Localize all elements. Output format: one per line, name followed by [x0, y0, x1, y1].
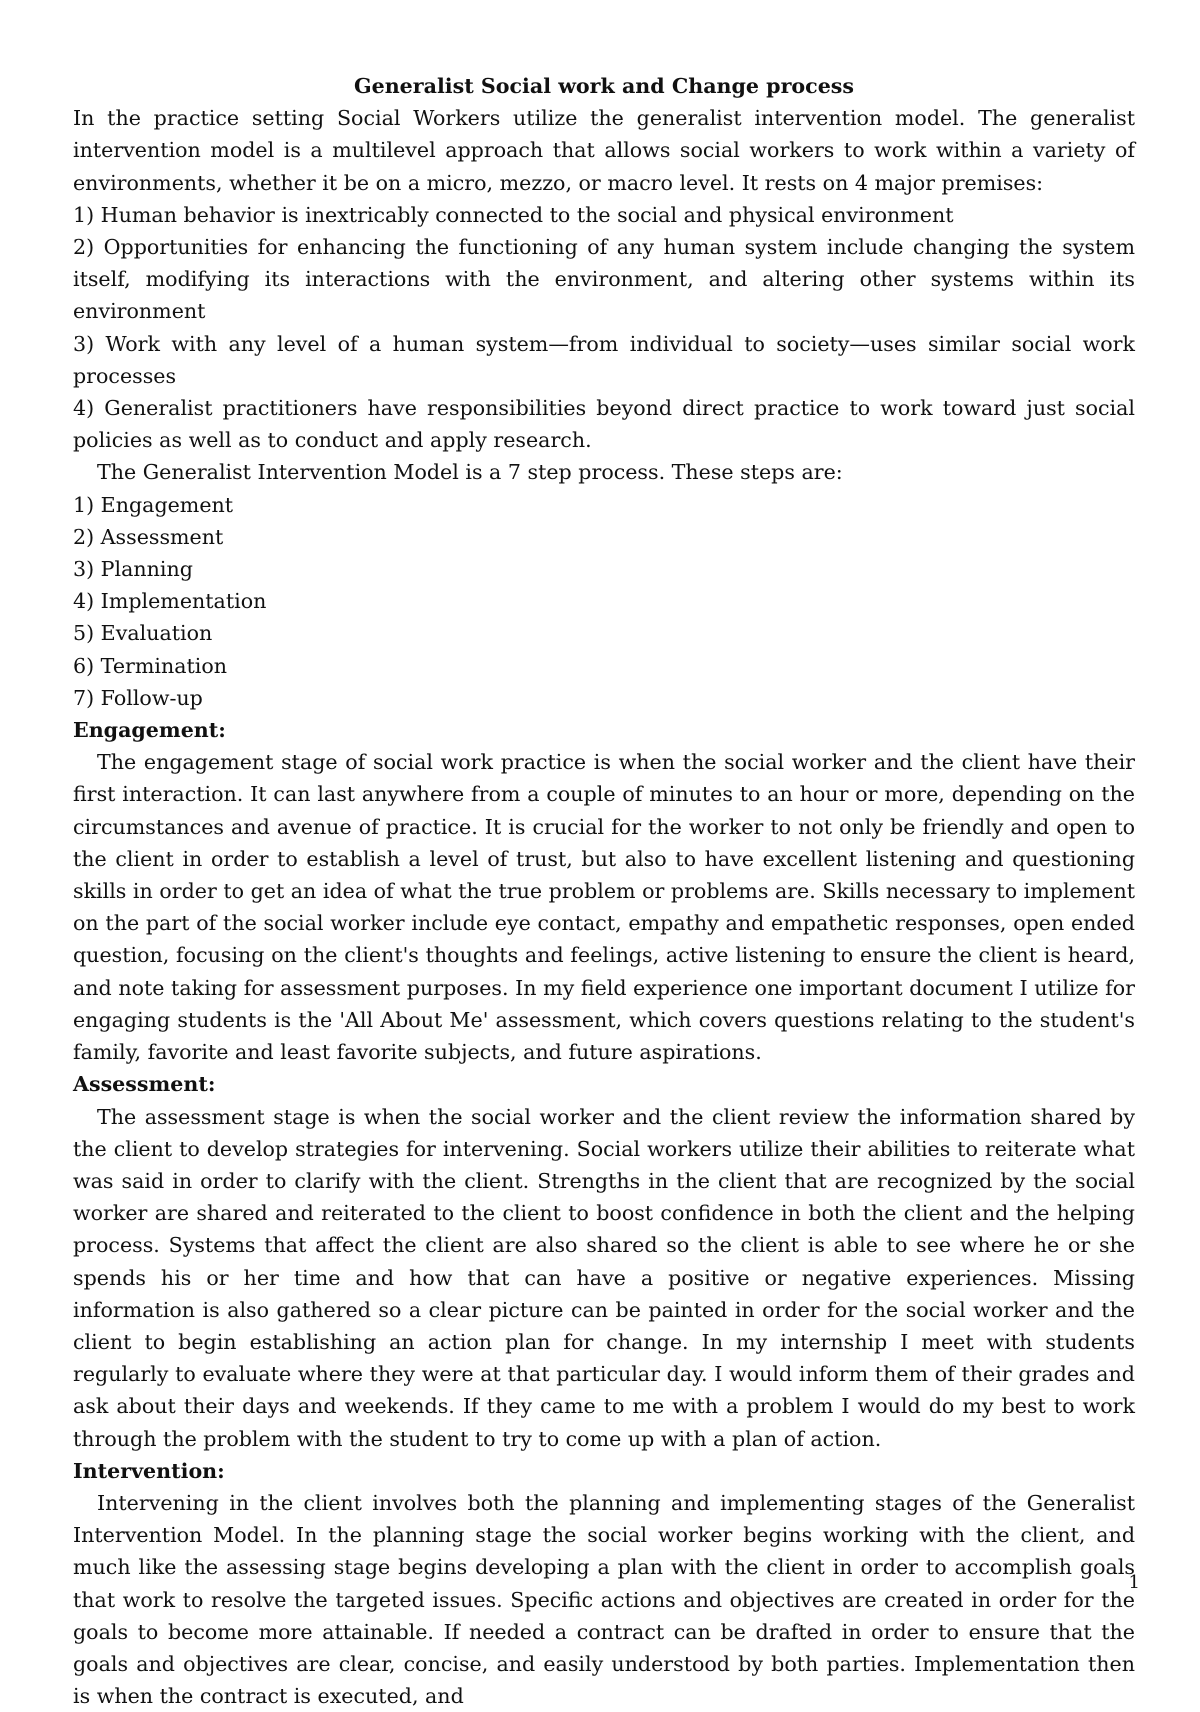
premise-item: 3) Work with any level of a human system—from individual to society—uses similar social work processes: [73, 331, 1135, 388]
document-title: Generalist Social work and Change process: [354, 74, 854, 98]
section-heading: Assessment:: [73, 1072, 216, 1097]
section-heading: Engagement:: [73, 718, 226, 743]
premise-item: 2) Opportunities for enhancing the functioning of any human system include changing the system itself, modifying its interactions with the environment, and altering other systems within its environment: [73, 235, 1135, 324]
step-item: 3) Planning: [73, 557, 193, 582]
section-body: The engagement stage of social work practice is when the social worker and the client have their first interaction. It can last anywhere from a couple of minutes to an hour or more, depending on the circumstances and avenue of practice. It is crucial for the worker to not only be friendly and open to the client in order to establish a level of trust, but also to have excellent listening and questioning skills in order to get an idea of what the true problem or problems are. Skills necessary to implement on the part of the social worker include eye contact, empathy and empathetic responses, open ended question, focusing on the client's thoughts and feelings, active listening to ensure the client is heard, and note taking for assessment purposes. In my field experience one important document I utilize for engaging students is the 'All About Me' assessment, which covers questions relating to the student's family, favorite and least favorite subjects, and future aspirations.: [73, 750, 1135, 1065]
step-item: 6) Termination: [73, 653, 228, 678]
page-number: 1: [1128, 1572, 1140, 1593]
section-heading: Intervention:: [73, 1458, 225, 1483]
step-item: 5) Evaluation: [73, 621, 213, 646]
step-item: 2) Assessment: [73, 524, 224, 549]
document-page: [73, 70, 1135, 1712]
premise-item: 1) Human behavior is inextricably connected to the social and physical environment: [73, 202, 954, 227]
premise-item: 4) Generalist practitioners have responsibilities beyond direct practice to work toward just social policies as well as to conduct and apply research.: [73, 396, 1135, 453]
section-body: The assessment stage is when the social worker and the client review the information shared by the client to develop strategies for intervening. Social workers utilize their abilities to reiterate what was said in order to clarify with the client. Strengths in the client that are recognized by the social worker are shared and reiterated to the client to boost confidence in both the client and the helping process. Systems that affect the client are also shared so the client is able to see where he or she spends his or her time and how that can have a positive or negative experiences. Missing information is also gathered so a clear picture can be painted in order for the social worker and the client to begin establishing an action plan for change. In my internship I meet with students regularly to evaluate where they were at that particular day. I would inform them of their grades and ask about their days and weekends. If they came to me with a problem I would do my best to work through the problem with the student to try to come up with a plan of action.: [73, 1104, 1135, 1451]
intro-paragraph: In the practice setting Social Workers utilize the generalist intervention model. The generalist intervention model is a multilevel approach that allows social workers to work within a variety of environments, whether it be on a micro, mezzo, or macro level. It rests on 4 major premises:: [73, 106, 1135, 195]
step-item: 1) Engagement: [73, 492, 234, 517]
steps-intro: The Generalist Intervention Model is a 7 step process. These steps are:: [97, 460, 843, 485]
section-body: Intervening in the client involves both the planning and implementing stages of the Generalist Intervention Model. In the planning stage the social worker begins working with the client, and much like the assessing stage begins developing a plan with the client in order to accomplish goals that work to resolve the targeted issues. Specific actions and objectives are created in order for the goals to become more attainable. If needed a contract can be drafted in order to ensure that the goals and objectives are clear, concise, and easily understood by both parties. Implementation then is when the contract is executed, and: [73, 1490, 1135, 1709]
step-item: 7) Follow-up: [73, 685, 203, 710]
step-item: 4) Implementation: [73, 589, 267, 614]
